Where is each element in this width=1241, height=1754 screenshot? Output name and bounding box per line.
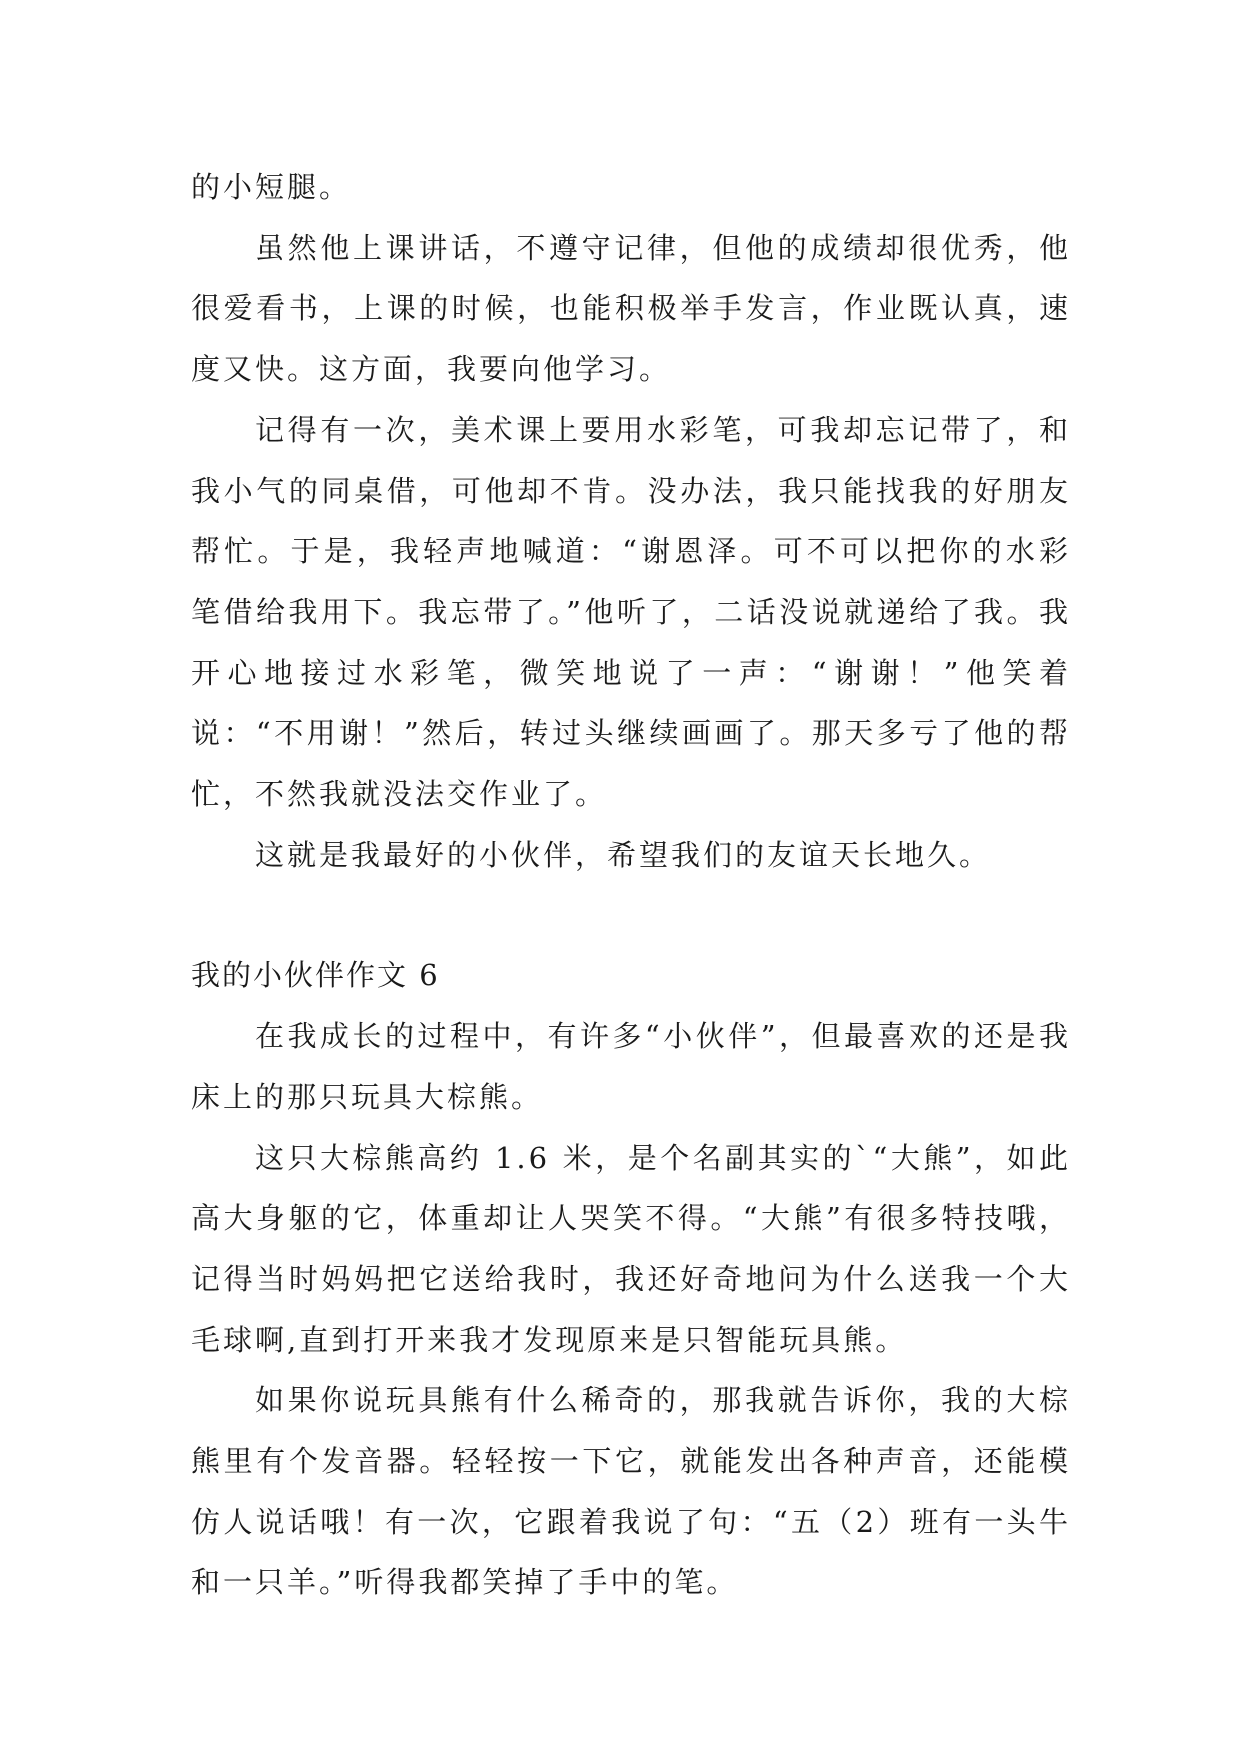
paragraph-continuation: 的小短腿。: [191, 170, 352, 204]
document-body: [191, 157, 1071, 1613]
section-heading: 我的小伙伴作文 6: [191, 958, 440, 993]
paragraph: 虽然他上课讲话，不遵守记律，但他的成绩却很优秀，他很爱看书，上课的时候，也能积极举手发言，作业既认真，速度又快。这方面，我要向他学习。: [191, 230, 1071, 387]
paragraph: 在我成长的过程中，有许多“小伙伴”，但最喜欢的还是我床上的那只玩具大棕熊。: [191, 1019, 1071, 1114]
paragraph: 这就是我最好的小伙伴，希望我们的友谊天长地久。: [255, 837, 992, 872]
paragraph: 记得有一次，美术课上要用水彩笔，可我却忘记带了，和我小气的同桌借，可他却不肯。没办法，我只能找我的好朋友帮忙。于是，我轻声地喊道：“谢恩泽。可不可以把你的水彩笔借给我用下。我忘带了。”他听了，二话没说就递给了我。我开心地接过水彩笔，微笑地说了一声：“谢谢！”他笑着说：“不用谢！”然后，转过头继续画画了。那天多亏了他的帮忙，不然我就没法交作业了。: [191, 412, 1071, 812]
paragraph: 这只大棕熊高约 1.6 米，是个名副其实的`“大熊”，如此高大身躯的它，体重却让人哭笑不得。“大熊”有很多特技哦，记得当时妈妈把它送给我时，我还好奇地问为什么送我一个大毛球啊,直到打开来我才发现原来是只智能玩具熊。: [191, 1140, 1071, 1357]
paragraph: 如果你说玩具熊有什么稀奇的，那我就告诉你，我的大棕熊里有个发音器。轻轻按一下它，就能发出各种声音，还能模仿人说话哦！有一次，它跟着我说了句：“五（2）班有一头牛和一只羊。”听得我都笑掉了手中的笔。: [191, 1383, 1071, 1600]
